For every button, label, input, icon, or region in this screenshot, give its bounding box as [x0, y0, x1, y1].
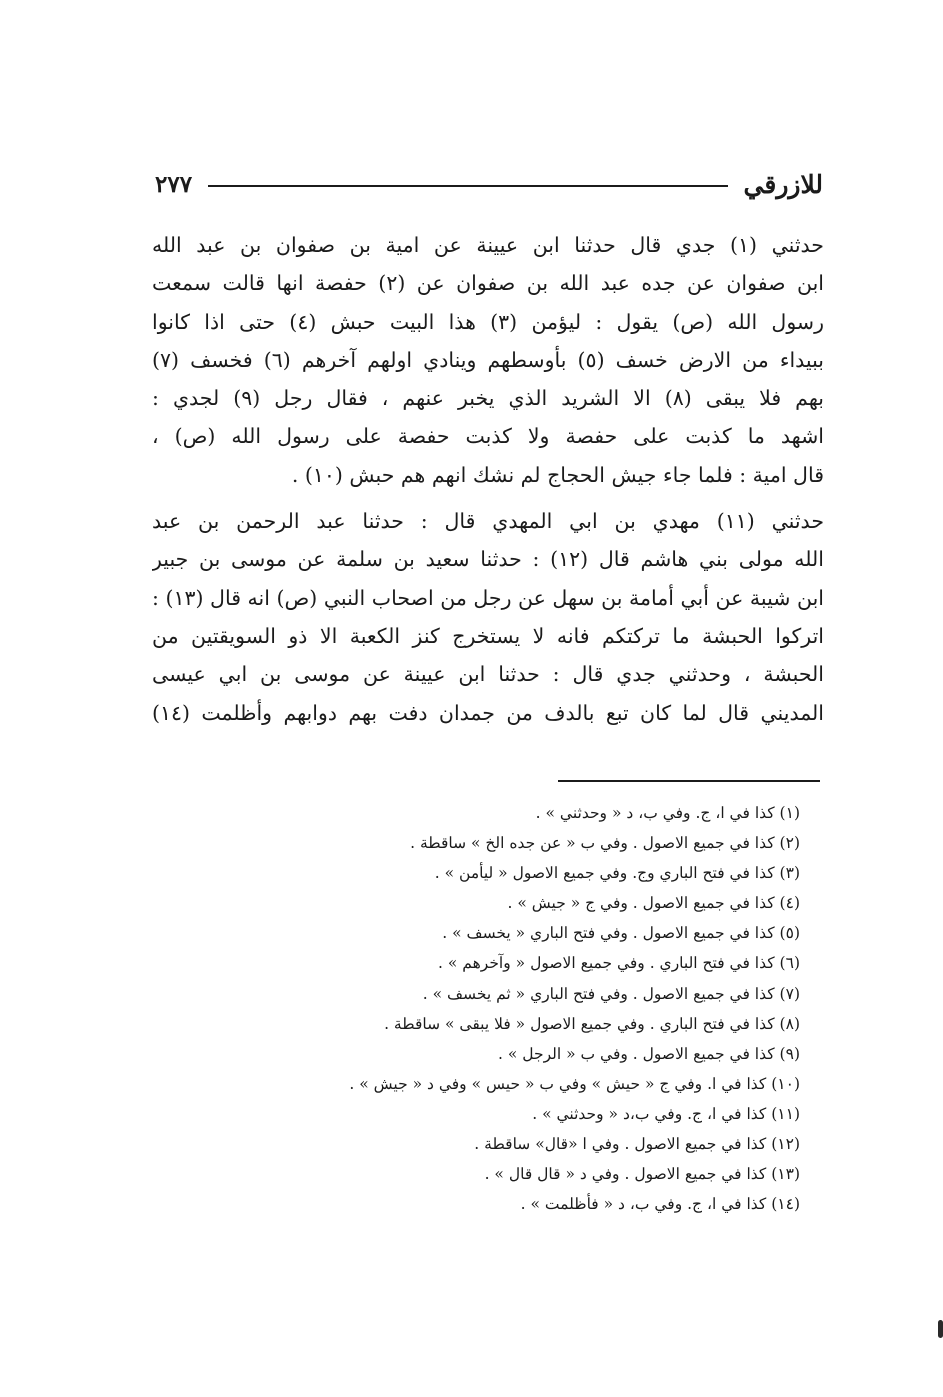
page-number: ٢٧٧ [155, 170, 193, 198]
text-line: اتركوا الحبشة ما تركتكم فانه لا يستخرج كنز الكعبة الا ذو السويقتين من [152, 623, 824, 648]
footnote: (٤) كذا في جميع الاصول . وفي ج « جيش » . [507, 894, 800, 913]
paragraph-1 [152, 226, 824, 494]
footnote: (١٤) كذا في ا، ج. وفي ب، د « فأظلمت » . [520, 1195, 800, 1214]
footnote: (٦) كذا في فتح الباري . وفي جميع الاصول « وآخرهم » . [438, 954, 800, 973]
footnote: (٨) كذا في فتح الباري . وفي جميع الاصول « فلا يبقى » ساقطة . [384, 1014, 800, 1033]
text-line: ابن شيبة عن أبي أمامة بن سهل عن رجل من اصحاب النبي (ص) انه قال (١٣) : [152, 585, 824, 610]
footnote: (١٠) كذا في ا. وفي ج « حيش » وفي ب « حيس » وفي د « جيش » . [349, 1074, 800, 1093]
text-line: الحبشة ، وحدثني جدي قال : حدثنا ابن عيينة عن موسى بن ابي عيسى [152, 662, 824, 687]
scan-speck [938, 1320, 943, 1338]
page-header [155, 164, 823, 204]
text-line: الله مولى بني هاشم قال (١٢) : حدثنا سعيد بن سلمة عن موسى بن جبير [152, 547, 824, 572]
footnote: (١) كذا في ا، ج. وفي ب، د « وحدثني » . [535, 804, 800, 822]
text-line: ببيداء من الارض خسف (٥) بأوسطهم وينادي اولهم آخرهم (٦) فخسف (٧) [152, 347, 824, 372]
running-head: للازرقي [743, 169, 823, 199]
footnote: (٩) كذا في جميع الاصول . وفي ب « الرجل » . [498, 1044, 800, 1063]
text-line: بهم فلا يبقى (٨) الا الشريد الذي يخبر عنهم ، فقال رجل (٩) لجدي : [152, 386, 824, 411]
main-text [152, 226, 824, 740]
text-line: حدثني (١١) مهدي بن ابي المهدي قال : حدثنا عبد الرحمن بن عبد [152, 509, 824, 534]
text-line: ابن صفوان عن جده عبد الله بن صفوان عن (٢) حفصة انها قالت سمعت [152, 271, 824, 296]
text-line: اشهد ما كذبت على حفصة ولا كذبت حفصة على رسول الله (ص) ، [152, 424, 824, 449]
text-line: رسول الله (ص) يقول : ليؤمن (٣) هذا البيت حبش (٤) حتى اذا كانوا [152, 309, 824, 334]
header-rule [208, 185, 727, 187]
footnote: (١١) كذا في ا، ج. وفي ب،د « وحدثني » . [532, 1104, 800, 1123]
text-line: حدثني (١) جدي قال حدثنا ابن عيينة عن امية بن صفوان بن عبد الله [152, 233, 824, 257]
footnote: (٧) كذا في جميع الاصول . وفي فتح الباري « ثم يخسف » . [422, 984, 800, 1003]
footnote: (١٢) كذا في جميع الاصول . وفي ا «قال» ساقطة . [474, 1135, 800, 1154]
footnotes-list [280, 798, 800, 1219]
footnote-rule [558, 780, 820, 782]
footnote: (٣) كذا في فتح الباري وج. وفي جميع الاصول « ليأمن » . [434, 864, 800, 883]
footnote: (٥) كذا في جميع الاصول . وفي فتح الباري « يخسف » . [442, 924, 800, 943]
paragraph-2 [152, 502, 824, 732]
text-line: قال امية : فلما جاء جيش الحجاج لم نشك انهم هم حبش (١٠) . [291, 462, 824, 487]
footnote: (٢) كذا في جميع الاصول . وفي ب « عن جده الخ » ساقطة . [410, 834, 800, 853]
footnote: (١٣) كذا في جميع الاصول . وفي د « قال قال » . [484, 1165, 800, 1184]
text-line: المديني قال لما كان تبع بالدف من جمدان دفت بهم دوابهم وأظلمت (١٤) [152, 700, 824, 725]
